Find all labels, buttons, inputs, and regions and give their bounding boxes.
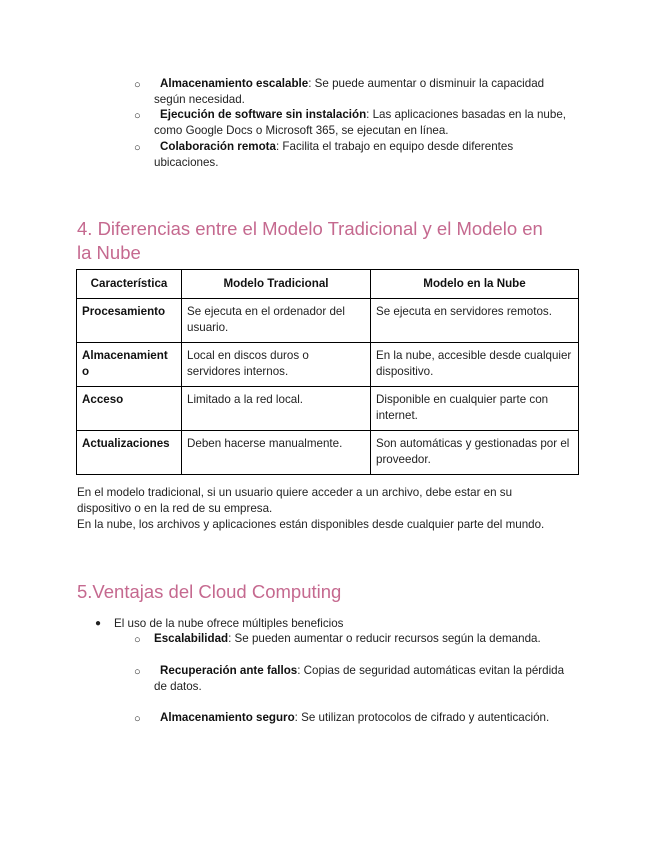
- section-4-heading: [77, 217, 543, 265]
- solid-bullet-icon: ●: [95, 618, 102, 629]
- hollow-bullet-icon: ○: [134, 713, 141, 725]
- cloud-cell: Son automáticas y gestionadas por el proveedor.: [371, 431, 579, 475]
- list-item-term: Escalabilidad: [154, 632, 229, 645]
- list-item-text: : Facilita el trabajo en equipo desde diferentes: [275, 140, 514, 153]
- list-item-term: Almacenamiento seguro: [160, 711, 295, 724]
- list-item-continuation: según necesidad.: [154, 93, 245, 106]
- traditional-cell: Deben hacerse manualmente.: [182, 431, 371, 475]
- table-header-row: [77, 270, 579, 299]
- table-row: [77, 387, 579, 431]
- list-item-text: : Copias de seguridad automáticas evitan la pérdida: [297, 664, 565, 677]
- list-item: [134, 631, 579, 647]
- table-row: [77, 299, 579, 343]
- list-item-text: : Se utilizan protocolos de cifrado y autenticación.: [294, 711, 550, 724]
- table-row: [77, 431, 579, 475]
- row-header-cell: Procesamiento: [77, 299, 182, 343]
- traditional-cell: Local en discos duros o servidores internos.: [182, 343, 371, 387]
- bullet-item-text: El uso de la nube ofrece múltiples beneficios: [114, 617, 344, 630]
- traditional-cell: Limitado a la red local.: [182, 387, 371, 431]
- comparison-table: [76, 269, 579, 475]
- hollow-bullet-icon: ○: [134, 142, 141, 154]
- paragraph: [77, 485, 577, 533]
- list-item-term: Colaboración remota: [160, 140, 276, 153]
- traditional-cell: Se ejecuta en el ordenador del usuario.: [182, 299, 371, 343]
- list-item-term: Almacenamiento escalable: [160, 77, 309, 90]
- list-item: [134, 76, 579, 108]
- section-5-heading: 5.Ventajas del Cloud Computing: [77, 581, 342, 602]
- hollow-bullet-icon: ○: [134, 110, 141, 122]
- row-header-cell: Actualizaciones: [77, 431, 182, 475]
- hollow-bullet-icon: ○: [134, 666, 141, 678]
- list-item-text: : Se pueden aumentar o reducir recursos según la demanda.: [228, 632, 541, 645]
- list-item: [134, 710, 579, 726]
- table-row: [77, 343, 579, 387]
- section-4-heading-line1: 4. Diferencias entre el Modelo Tradicional y el Modelo en: [77, 218, 543, 239]
- paragraph-line: En la nube, los archivos y aplicaciones están disponibles desde cualquier parte del mundo.: [77, 518, 545, 531]
- hollow-bullet-icon: ○: [134, 79, 141, 91]
- bullet-item: [95, 616, 344, 632]
- row-header-cell: Acceso: [77, 387, 182, 431]
- row-header-cell: Almacenamient o: [77, 343, 182, 387]
- paragraph-line: En el modelo tradicional, si un usuario quiere acceder a un archivo, debe estar en su: [77, 486, 513, 499]
- list-item-continuation: como Google Docs o Microsoft 365, se ejecutan en línea.: [154, 124, 449, 137]
- list-item-continuation: ubicaciones.: [154, 156, 219, 169]
- list-item: [134, 663, 579, 695]
- list-item-continuation: de datos.: [154, 680, 202, 693]
- list-item-text: : Se puede aumentar o disminuir la capacidad: [308, 77, 545, 90]
- column-header-feature: Característica: [77, 270, 182, 299]
- hollow-bullet-icon: ○: [134, 634, 141, 646]
- list-item-text: : Las aplicaciones basadas en la nube,: [366, 108, 566, 121]
- list-item-term: Recuperación ante fallos: [160, 664, 298, 677]
- cloud-cell: En la nube, accesible desde cualquier dispositivo.: [371, 343, 579, 387]
- cloud-cell: Disponible en cualquier parte con internet.: [371, 387, 579, 431]
- list-item: [134, 139, 579, 171]
- list-item-term: Ejecución de software sin instalación: [160, 108, 367, 121]
- cloud-cell: Se ejecuta en servidores remotos.: [371, 299, 579, 343]
- paragraph-line: dispositivo o en la red de su empresa.: [77, 502, 273, 515]
- list-item: [134, 107, 579, 139]
- section-4-heading-line2: la Nube: [77, 242, 141, 263]
- column-header-traditional: Modelo Tradicional: [182, 270, 371, 299]
- column-header-cloud: Modelo en la Nube: [371, 270, 579, 299]
